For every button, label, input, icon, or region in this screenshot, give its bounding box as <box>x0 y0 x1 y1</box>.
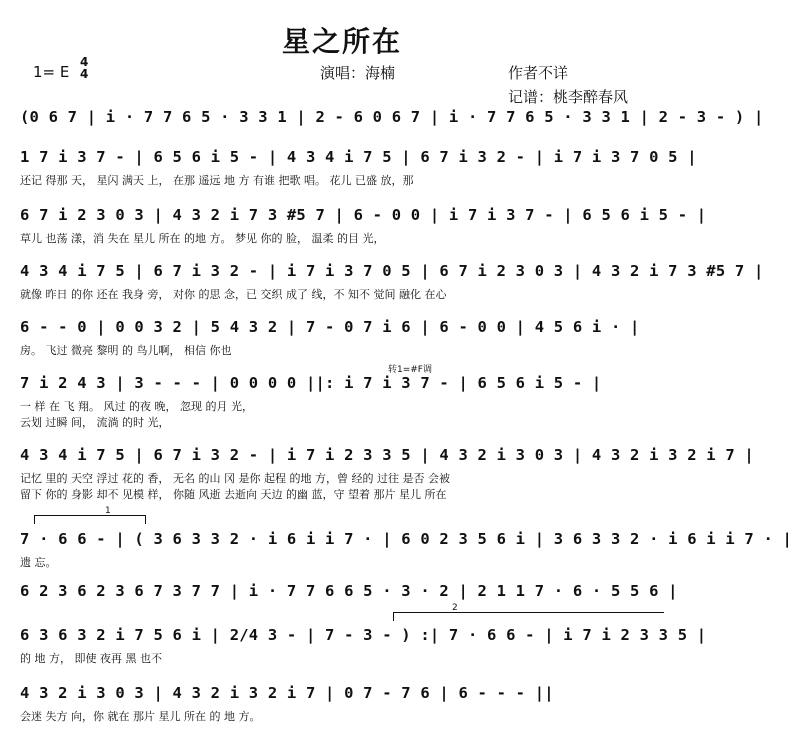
volta-bracket-1 <box>34 506 146 524</box>
lyric-line-2: 云划 过瞬 间， 流淌 的时 光， <box>20 416 170 429</box>
notation-line: (0 6 7 | i · 7 7 6 5 · 3 3 1 | 2 - 6 0 6 7 | i · 7 7 6 5 · 3 3 1 | 2 - 3 - ) | <box>20 108 764 126</box>
notation-line: 6 7 i 2 3 0 3 | 4 3 2 i 7 3 #5 7 | 6 - 0 0 | i 7 i 3 7 - | 6 5 6 i 5 - | <box>20 206 707 224</box>
lyric-line-1: 还记 得那 天， 星闪 满天 上， 在那 遥远 地 方 有谁 把歌 唱。 花儿 已盛 放，那 <box>20 174 414 187</box>
lyric-line-1: 房。 飞过 微亮 黎明 的 鸟儿啊， 相信 你也 <box>20 344 232 357</box>
notation-line: 7 i 2 4 3 | 3 - - - | 0 0 0 0 ||: i 7 i 3 7 - | 6 5 6 i 5 - | <box>20 374 602 392</box>
singer-credit: 演唱：海楠 <box>320 64 396 82</box>
lyric-line-1: 就像 昨日 的你 还在 我身 旁， 对你 的思 念，已 交织 成了 线，不 知不 觉间 融化 在心 <box>20 288 447 301</box>
time-signature-top: 4 <box>80 55 89 69</box>
modulation-annotation: 转1=#F调 <box>388 365 432 375</box>
transcriber-credit: 记谱：桃李醉春风 <box>508 88 629 106</box>
notation-line: 6 3 6 3 2 i 7 5 6 i | 2/4 3 - | 7 - 3 - ) :| 7 · 6 6 - | i 7 i 2 3 3 5 | <box>20 626 707 644</box>
volta-2-label: 2 <box>452 603 458 613</box>
time-signature-bottom: 4 <box>80 67 89 81</box>
notation-line: 7 · 6 6 - | ( 3 6 3 3 2 · i 6 i i 7 · | 6 0 2 3 5 6 i | 3 6 3 3 2 · i 6 i i 7 · | <box>20 530 792 548</box>
lyric-line-2: 留下 你的 身影 却不 见模 样， 你随 风逝 去逝向 天边 的幽 蓝，守 望着 那片 星儿 所在 <box>20 488 447 501</box>
notation-line: 4 3 4 i 7 5 | 6 7 i 3 2 - | i 7 i 2 3 3 5 | 4 3 2 i 3 0 3 | 4 3 2 i 3 2 i 7 | <box>20 446 754 464</box>
notation-line: 6 2 3 6 2 3 6 7 3 7 7 | i · 7 7 6 6 5 · 3 · 2 | 2 1 1 7 · 6 · 5 5 6 | <box>20 582 678 600</box>
notation-line: 4 3 4 i 7 5 | 6 7 i 3 2 - | i 7 i 3 7 0 5 | 6 7 i 2 3 0 3 | 4 3 2 i 7 3 #5 7 | <box>20 262 764 280</box>
notation-line: 1 7 i 3 7 - | 6 5 6 i 5 - | 4 3 4 i 7 5 | 6 7 i 3 2 - | i 7 i 3 7 0 5 | <box>20 148 697 166</box>
lyric-line-1: 草儿 也荡 漾，消 失在 星儿 所在 的地 方。 梦见 你的 脸， 温柔 的目 光， <box>20 232 385 245</box>
notation-line: 6 - - 0 | 0 0 3 2 | 5 4 3 2 | 7 - 0 7 i 6 | 6 - 0 0 | 4 5 6 i · | <box>20 318 640 336</box>
time-signature <box>80 56 88 80</box>
lyric-line-1: 会迷 失方 向，你 就在 那片 星儿 所在 的 地 方。 <box>20 710 261 723</box>
notation-line: 4 3 2 i 3 0 3 | 4 3 2 i 3 2 i 7 | 0 7 - 7 6 | 6 - - - || <box>20 684 554 702</box>
volta-bracket-2 <box>393 603 664 621</box>
lyric-line-1: 记忆 里的 天空 浮过 花的 香， 无名 的山 冈 是你 起程 的地 方，曾 经的 过往 是否 会被 <box>20 472 450 485</box>
key-signature: 1= E <box>33 63 70 81</box>
volta-1-label: 1 <box>105 506 111 516</box>
song-title: 星之所在 <box>281 25 402 58</box>
lyric-line-1: 的 地 方， 即使 夜再 黑 也不 <box>20 652 162 665</box>
lyric-line-1: 遗 忘。 <box>20 556 57 569</box>
lyric-line-1: 一 样 在 飞 翔。 风过 的夜 晚， 忽现 的月 光， <box>20 400 253 413</box>
composer-credit: 作者不详 <box>508 64 569 82</box>
